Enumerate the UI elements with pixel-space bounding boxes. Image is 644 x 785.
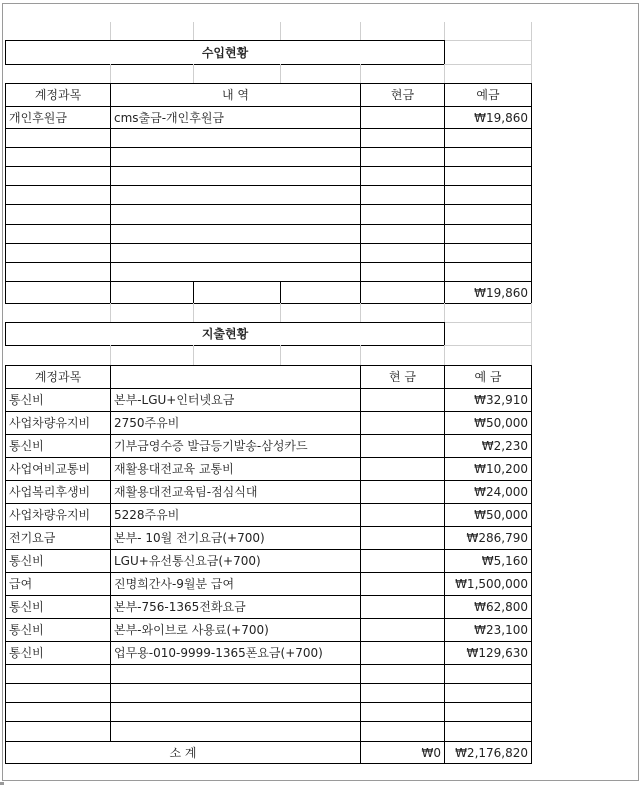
expense-row-account: 통신비 <box>5 434 111 458</box>
empty-row <box>193 64 281 84</box>
income-row-bank: ₩19,860 <box>444 106 532 129</box>
expense-row-bank <box>444 664 532 684</box>
expense-row-detail: 기부금영수증 발급등기발송-삼성카드 <box>110 434 361 458</box>
expense-row-bank: ₩286,790 <box>444 526 532 550</box>
empty-row <box>5 345 111 366</box>
expense-row-account: 급여 <box>5 572 111 596</box>
expense-row-detail: 본부-와이브로 사용료(+700) <box>110 618 361 642</box>
empty-row <box>444 345 532 366</box>
subtotal-cash: ₩0 <box>360 741 445 764</box>
income-row-cash <box>360 147 445 167</box>
empty-row <box>280 303 361 323</box>
income-row-cash <box>360 243 445 263</box>
expense-row-bank: ₩50,000 <box>444 503 532 527</box>
expense-row-bank <box>444 683 532 703</box>
income-row-cash <box>360 128 445 148</box>
empty-row <box>110 303 194 323</box>
empty-row <box>360 345 445 366</box>
subtotal-bank: ₩2,176,820 <box>444 741 532 764</box>
income-row-detail <box>110 262 361 282</box>
income-header-bank: 예금 <box>444 83 532 107</box>
expense-row-account: 통신비 <box>5 595 111 619</box>
expense-row-account <box>5 683 111 703</box>
expense-row-detail: LGU+유선통신요금(+700) <box>110 549 361 573</box>
expense-row-cash <box>360 549 445 573</box>
empty-row <box>193 22 281 41</box>
expense-row-bank: ₩10,200 <box>444 457 532 481</box>
income-row-account <box>5 166 111 186</box>
expense-row-bank: ₩5,160 <box>444 549 532 573</box>
income-row-account <box>5 262 111 282</box>
expense-row-detail <box>110 721 361 742</box>
income-row-detail <box>110 128 361 148</box>
income-row-account: 개인후원금 <box>5 106 111 129</box>
income-row-bank <box>444 204 532 225</box>
expense-row-account: 사업복리후생비 <box>5 480 111 504</box>
empty-row <box>280 345 361 366</box>
expense-row-detail <box>110 664 361 684</box>
income-header-cash: 현금 <box>360 83 445 107</box>
income-row-bank <box>444 147 532 167</box>
expense-row-account: 통신비 <box>5 641 111 665</box>
expense-row-cash <box>360 572 445 596</box>
expense-row-cash <box>360 388 445 412</box>
income-row-cash <box>360 106 445 129</box>
expense-row-detail: 본부-756-1365전화요금 <box>110 595 361 619</box>
subtotal-label: 소 계 <box>5 741 361 764</box>
income-row-account <box>5 147 111 167</box>
expense-row-cash <box>360 641 445 665</box>
income-row-cash <box>360 224 445 244</box>
expense-row-account: 사업여비교통비 <box>5 457 111 481</box>
empty-row <box>360 303 445 323</box>
expense-row-detail: 재활용대전교육팀-점심식대 <box>110 480 361 504</box>
expense-row-detail: 5228주유비 <box>110 503 361 527</box>
expense-row-bank: ₩129,630 <box>444 641 532 665</box>
income-row-account <box>5 185 111 205</box>
empty-row <box>360 22 445 41</box>
income-row-account <box>5 243 111 263</box>
income-row-account <box>5 224 111 244</box>
empty-row <box>280 64 361 84</box>
income-total-bank: ₩19,860 <box>444 281 532 304</box>
expense-row-bank <box>444 702 532 722</box>
expense-row-detail: 진명희간사-9월분 급여 <box>110 572 361 596</box>
expense-row-cash <box>360 702 445 722</box>
income-row-detail <box>110 224 361 244</box>
income-header-account: 계정과목 <box>5 83 111 107</box>
empty-row <box>110 345 194 366</box>
expense-row-detail: 본부- 10월 전기요금(+700) <box>110 526 361 550</box>
empty-row <box>193 303 281 323</box>
income-row-cash <box>360 262 445 282</box>
expense-title: 지출현황 <box>5 322 445 346</box>
income-row-cash <box>360 166 445 186</box>
income-total-spacer <box>110 281 194 304</box>
empty-row <box>193 345 281 366</box>
empty-cell <box>444 322 532 346</box>
expense-row-cash <box>360 503 445 527</box>
empty-row <box>280 22 361 41</box>
expense-row-account <box>5 721 111 742</box>
income-row-bank <box>444 128 532 148</box>
empty-row <box>110 22 194 41</box>
empty-row <box>5 22 111 41</box>
expense-row-cash <box>360 480 445 504</box>
expense-row-account: 통신비 <box>5 388 111 412</box>
expense-row-bank: ₩50,000 <box>444 411 532 435</box>
income-total-spacer <box>280 281 361 304</box>
income-row-bank <box>444 243 532 263</box>
empty-row <box>5 303 111 323</box>
expense-row-account: 사업차량유지비 <box>5 411 111 435</box>
income-row-detail <box>110 185 361 205</box>
expense-row-bank: ₩62,800 <box>444 595 532 619</box>
expense-row-detail: 업무용-010-9999-1365폰요금(+700) <box>110 641 361 665</box>
expense-row-detail: 본부-LGU+인터넷요금 <box>110 388 361 412</box>
income-total-cash <box>360 281 445 304</box>
expense-row-cash <box>360 683 445 703</box>
empty-cell <box>444 40 532 65</box>
income-row-account <box>5 204 111 225</box>
expense-row-detail: 재활용대전교육 교통비 <box>110 457 361 481</box>
empty-row <box>360 64 445 84</box>
income-row-cash <box>360 185 445 205</box>
expense-row-account: 사업차량유지비 <box>5 503 111 527</box>
expense-row-cash <box>360 411 445 435</box>
income-row-detail: cms출금-개인후원금 <box>110 106 361 129</box>
expense-row-account: 통신비 <box>5 618 111 642</box>
expense-row-account: 통신비 <box>5 549 111 573</box>
income-total-account <box>5 281 111 304</box>
empty-row <box>5 64 111 84</box>
income-row-bank <box>444 224 532 244</box>
expense-row-detail: 2750주유비 <box>110 411 361 435</box>
income-row-detail <box>110 147 361 167</box>
expense-row-account: 전기요금 <box>5 526 111 550</box>
expense-row-bank: ₩2,230 <box>444 434 532 458</box>
expense-row-bank: ₩24,000 <box>444 480 532 504</box>
expense-row-detail <box>110 683 361 703</box>
expense-row-bank <box>444 721 532 742</box>
income-row-bank <box>444 166 532 186</box>
income-row-detail <box>110 204 361 225</box>
expense-row-bank: ₩23,100 <box>444 618 532 642</box>
income-row-cash <box>360 204 445 225</box>
income-row-detail <box>110 166 361 186</box>
expense-row-bank: ₩1,500,000 <box>444 572 532 596</box>
expense-header-bank: 예 금 <box>444 365 532 389</box>
empty-row <box>110 64 194 84</box>
income-title: 수입현황 <box>5 40 445 65</box>
income-total-spacer <box>193 281 281 304</box>
expense-row-cash <box>360 721 445 742</box>
income-header-detail: 내 역 <box>110 83 361 107</box>
expense-row-bank: ₩32,910 <box>444 388 532 412</box>
empty-row <box>444 303 532 323</box>
expense-header-account: 계정과목 <box>5 365 111 389</box>
expense-row-cash <box>360 434 445 458</box>
income-row-detail <box>110 243 361 263</box>
expense-row-account <box>5 664 111 684</box>
expense-row-cash <box>360 618 445 642</box>
expense-row-cash <box>360 526 445 550</box>
expense-row-account <box>5 702 111 722</box>
expense-header-detail <box>110 365 361 389</box>
income-row-bank <box>444 185 532 205</box>
income-row-bank <box>444 262 532 282</box>
expense-row-cash <box>360 664 445 684</box>
empty-row <box>444 64 532 84</box>
empty-row <box>444 22 532 41</box>
expense-row-detail <box>110 702 361 722</box>
expense-row-cash <box>360 595 445 619</box>
income-row-account <box>5 128 111 148</box>
expense-header-cash: 현 금 <box>360 365 445 389</box>
expense-row-cash <box>360 457 445 481</box>
